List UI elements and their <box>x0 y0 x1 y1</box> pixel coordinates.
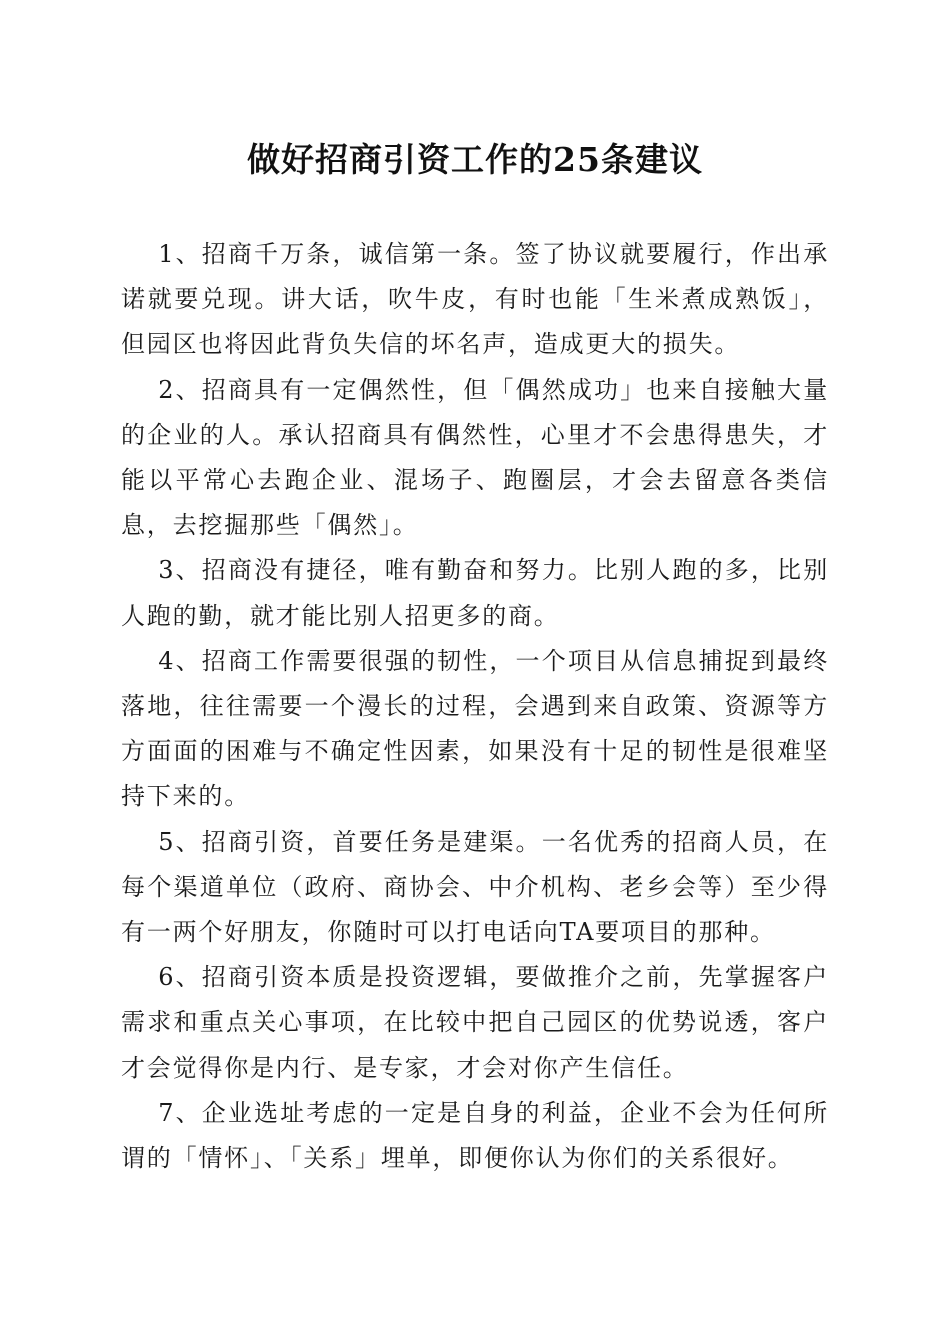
paragraph-1: 1、招商千万条，诚信第一条。签了协议就要履行，作出承诺就要兑现。讲大话，吹牛皮，有时也能「生米煮成熟饭」，但园区也将因此背负失信的坏名声，造成更大的损失。 <box>121 240 829 359</box>
paragraph-5: 5、招商引资，首要任务是建渠。一名优秀的招商人员，在每个渠道单位（政府、商协会、中介机构、老乡会等）至少得有一两个好朋友，你随时可以打电话向TA要项目的那种。 <box>121 827 829 947</box>
document-body <box>121 232 829 1181</box>
paragraph-6: 6、招商引资本质是投资逻辑，要做推介之前，先掌握客户需求和重点关心事项，在比较中把自己园区的优势说透，客户才会觉得你是内行、是专家，才会对你产生信任。 <box>121 963 829 1082</box>
paragraph-2: 2、招商具有一定偶然性，但「偶然成功」也来自接触大量的企业的人。承认招商具有偶然性，心里才不会患得患失，才能以平常心去跑企业、混场子、跑圈层，才会去留意各类信息，去挖掘那些「偶然」。 <box>121 375 829 540</box>
paragraph-7: 7、企业选址考虑的一定是自身的利益，企业不会为任何所谓的「情怀」、「关系」埋单，即便你认为你们的关系很好。 <box>121 1098 829 1173</box>
document-title: 做好招商引资工作的25条建议 <box>247 140 703 179</box>
paragraph-3: 3、招商没有捷径，唯有勤奋和努力。比别人跑的多，比别人跑的勤，就才能比别人招更多的商。 <box>121 556 829 630</box>
paragraph-4: 4、招商工作需要很强的韧性，一个项目从信息捕捉到最终落地，往往需要一个漫长的过程，会遇到来自政策、资源等方方面面的困难与不确定性因素，如果没有十足的韧性是很难坚持下来的。 <box>121 646 829 811</box>
